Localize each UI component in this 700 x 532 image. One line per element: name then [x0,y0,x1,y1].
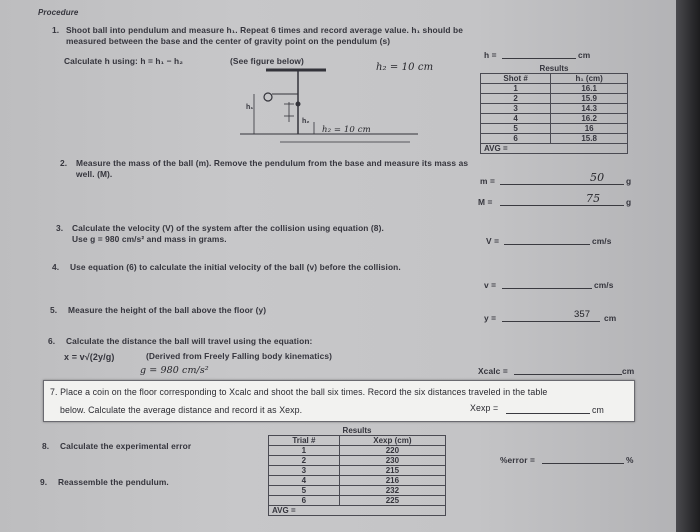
xexp-cell: 215 [339,466,445,476]
trial-cell: 2 [269,456,340,466]
step3-line1: Calculate the velocity (V) of the system after the collision using equation (8). [72,223,384,233]
table-row [481,124,628,134]
h1-cell: 14.3 [551,104,628,114]
table-row [481,114,628,124]
results-table-1 [480,64,628,154]
pendulum-figure [240,64,420,150]
xexp-unit: cm [592,405,604,415]
error-answer-line[interactable] [542,463,624,464]
table-row [481,94,628,104]
V-label: V = [486,236,500,246]
handwritten-h2-figure: h₂ = 10 cm [322,125,371,135]
V-unit: cm/s [592,236,612,246]
shot-cell: 6 [481,134,551,144]
table-row [269,456,446,466]
handwritten-h2: h₂ = 10 cm [376,62,434,73]
procedure-title: Procedure [38,8,79,17]
v-answer-line[interactable] [502,288,592,289]
trial-cell: 5 [269,486,340,496]
step9-number: 9. [40,477,48,487]
h1-cell: 16 [551,124,628,134]
results-table-2 [268,426,446,516]
table-row [481,84,628,94]
V-answer-line[interactable] [504,244,590,245]
step7-line2: below. Calculate the average distance and record it as Xexp. [60,405,303,415]
h1-cell: 16.2 [551,114,628,124]
shot-cell: 2 [481,94,551,104]
step2-line1: Measure the mass of the ball (m). Remove the pendulum from the base and measure its mass as [76,158,469,168]
step7-line1: 7. Place a coin on the floor corresponding to Xcalc and shoot the ball six times. Record the six distances traveled in the table [50,387,548,397]
m-label: m = [480,176,495,186]
step1-number: 1. [52,25,60,35]
table-row [269,446,446,456]
table-row [481,104,628,114]
step5-number: 5. [50,305,58,315]
results1-col-h1: h₁ (cm) [551,74,628,84]
results2-avg[interactable]: AVG = [269,506,446,516]
step8-text: Calculate the experimental error [60,441,192,451]
table-row [269,466,446,476]
figure-h1-label: h₁ [246,104,254,111]
results2-col-xexp: Xexp (cm) [339,436,445,446]
y-label: y = [484,313,497,323]
table-row [269,476,446,486]
h1-cell: 15.8 [551,134,628,144]
step1-see-figure: (See figure below) [230,56,304,66]
shot-cell: 3 [481,104,551,114]
figure-h2-label: h₂ [302,118,310,125]
step4-text: Use equation (6) to calculate the initial velocity of the ball (v) before the collision. [70,262,401,272]
results1-col-shot: Shot # [481,74,551,84]
step4-number: 4. [52,262,60,272]
step6-derived: (Derived from Freely Falling body kinematics) [146,351,333,361]
results1-avg[interactable]: AVG = [481,144,628,154]
table-row [269,496,446,506]
m-unit: g [626,176,632,186]
xcalc-unit: cm [622,366,635,376]
h-answer-line[interactable] [502,58,576,59]
table-row [269,486,446,496]
xexp-answer-line[interactable] [506,413,590,414]
y-value: 357 [574,309,591,320]
y-unit: cm [604,313,617,323]
results2-col-trial: Trial # [269,436,340,446]
step8-number: 8. [42,441,50,451]
trial-cell: 6 [269,496,340,506]
m-answer-line[interactable] [500,184,624,185]
step3-number: 3. [56,223,64,233]
trial-cell: 1 [269,446,340,456]
xexp-cell: 216 [339,476,445,486]
shot-cell: 1 [481,84,551,94]
step6-text: Calculate the distance the ball will travel using the equation: [66,336,313,346]
step1-line2: measured between the base and the center of gravity point on the pendulum (s) [66,36,391,46]
M-answer-line[interactable] [500,205,624,206]
h1-cell: 16.1 [551,84,628,94]
step9-text: Reassemble the pendulum. [58,477,169,487]
xexp-cell: 232 [339,486,445,496]
step6-equation: x = v√(2y/g) [64,352,115,362]
M-label: M = [478,197,493,207]
xexp-cell: 230 [339,456,445,466]
y-answer-line[interactable] [502,321,600,322]
trial-cell: 4 [269,476,340,486]
step1-line1: Shoot ball into pendulum and measure h₁. Repeat 6 times and record average value. h₁ should be [66,25,464,35]
step3-line2: Use g = 980 cm/s² and mass in grams. [72,234,227,244]
table-row [481,134,628,144]
step5-text: Measure the height of the ball above the floor (y) [68,305,267,315]
xexp-cell: 225 [339,496,445,506]
error-unit: % [626,455,634,465]
h-unit: cm [578,50,591,60]
step1-calc-text: Calculate h using: h = h₁ − h₂ [64,56,184,66]
M-value: 75 [586,192,601,205]
M-unit: g [626,197,632,207]
m-value: 50 [590,171,605,184]
xcalc-answer-line[interactable] [514,374,622,375]
trial-cell: 3 [269,466,340,476]
h-label: h = [484,50,497,60]
results2-title: Results [269,426,446,436]
step7-box [43,380,635,422]
step2-line2: well. (M). [76,169,113,179]
error-label: %error = [500,455,536,465]
h1-cell: 15.9 [551,94,628,104]
shot-cell: 4 [481,114,551,124]
page-edge-shadow [676,0,700,532]
handwritten-g: g = 980 cm/s² [140,365,209,376]
v-unit: cm/s [594,280,614,290]
xexp-cell: 220 [339,446,445,456]
step6-number: 6. [48,336,56,346]
step2-number: 2. [60,158,68,168]
xexp-label: Xexp = [470,403,499,413]
results1-title: Results [481,64,628,74]
shot-cell: 5 [481,124,551,134]
v-label: v = [484,280,497,290]
xcalc-label: Xcalc = [478,366,508,376]
